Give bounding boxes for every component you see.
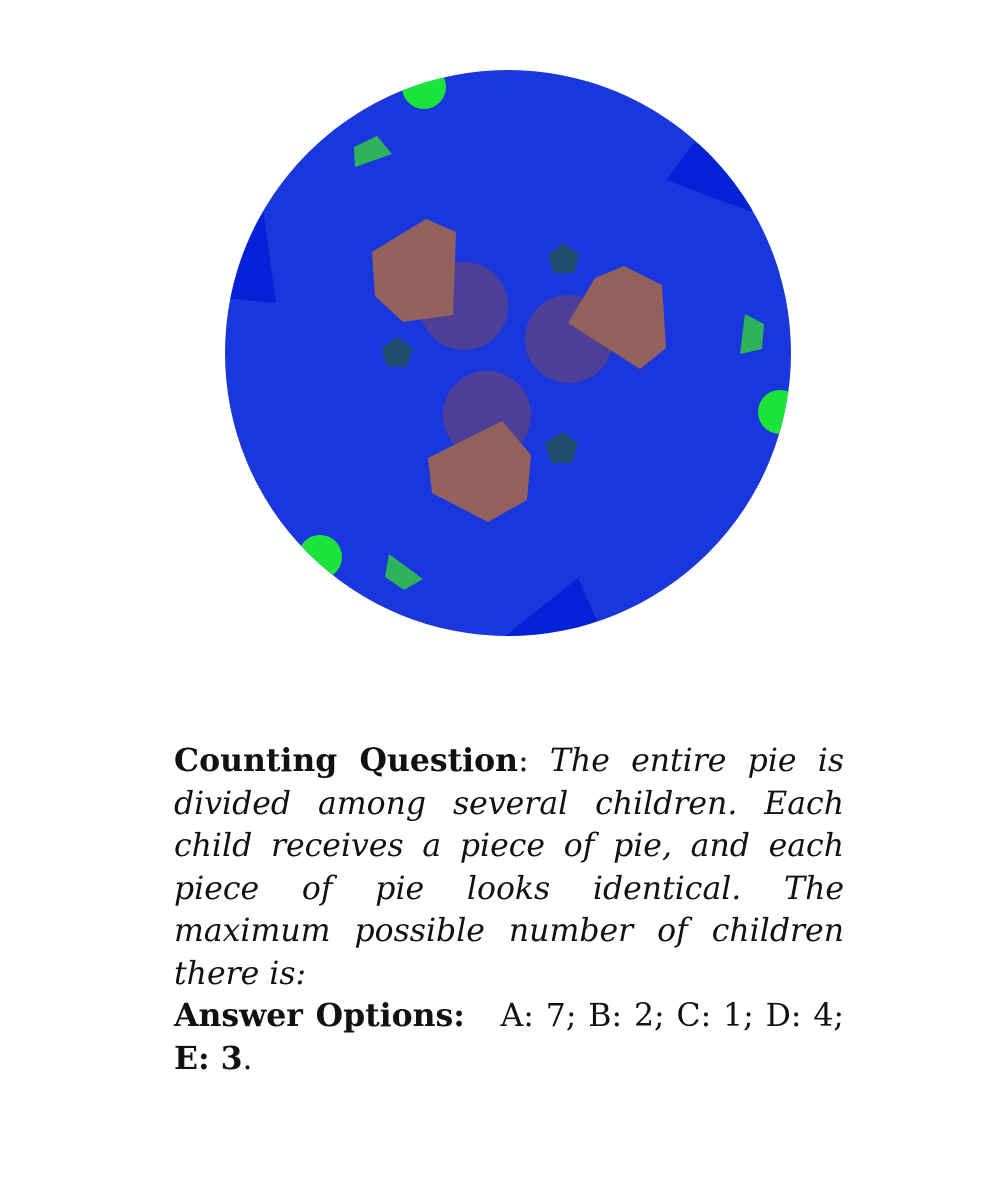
answer-options: A: 7; B: 2; C: 1; D: 4; [500, 998, 844, 1034]
question-block [174, 740, 844, 1080]
answer-end-punct: . [242, 1040, 253, 1077]
green-dot-bottom-left [298, 535, 342, 579]
green-dot-right [758, 390, 802, 434]
question-paragraph [174, 740, 844, 995]
answer-label: Answer Options: [174, 997, 465, 1034]
green-dot-top [402, 65, 446, 109]
answer-paragraph [174, 995, 844, 1080]
question-label-colon: : [518, 743, 529, 779]
question-label: Counting Question [174, 742, 519, 779]
correct-answer: E: 3 [174, 1039, 243, 1077]
question-text: The entire pie is divided among several children. Each child receives a piece of pie, and each piece of pie looks identical. The maximum possible number of children there is: [174, 743, 845, 992]
